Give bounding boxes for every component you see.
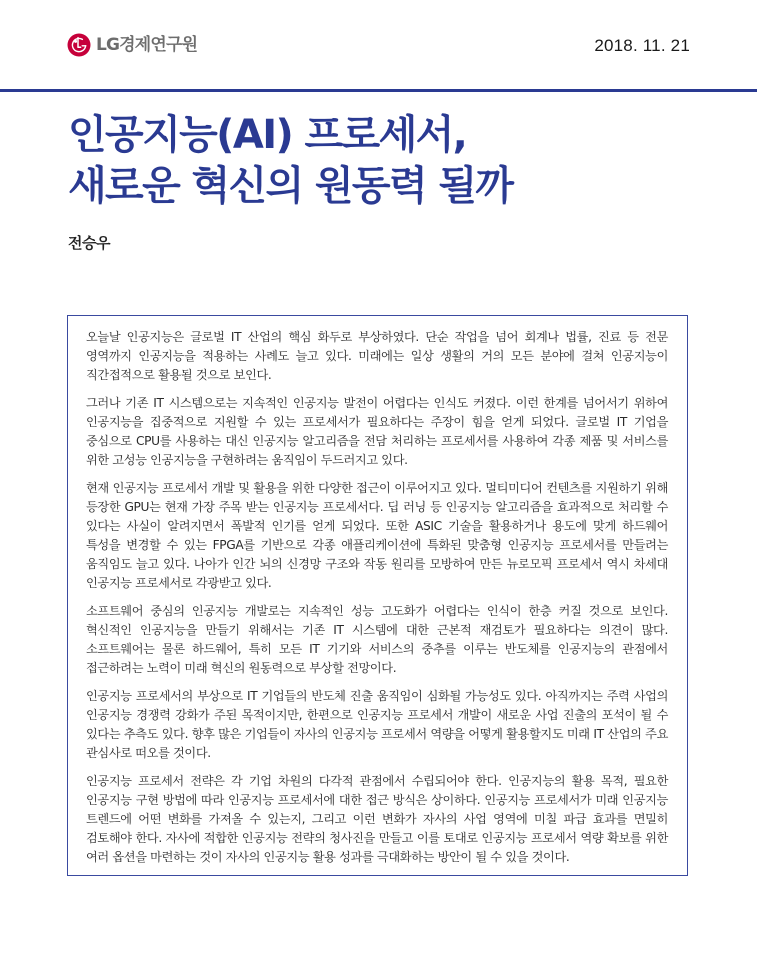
summary-box: [67, 315, 688, 876]
header-divider: [0, 89, 757, 92]
summary-paragraph-6: 인공지능 프로세서 전략은 각 기업 차원의 다각적 관점에서 수립되어야 한다. 인공지능의 활용 목적, 필요한 인공지능 구현 방법에 따라 인공지능 프로세서에 대한 접근 방식은 상이하다. 인공지능 프로세서가 미래 인공지능 트렌드에 어떤 변화를 가져올 수 있는지, 그리고 이런 변화가 자사의 사업 영역에 미칠 파급 효과를 면밀히 검토해야 한다. 자사에 적합한 인공지능 전략의 청사진을 만들고 이를 토대로 인공지능 프로세서 역량 확보를 위한 여러 옵션을 마련하는 것이 자사의 인공지능 활용 성과를 극대화하는 방안이 될 수 있을 것이다.: [86, 774, 668, 864]
report-title: [68, 110, 708, 212]
lg-face-icon: [67, 33, 91, 57]
logo-text: LG경제연구원: [96, 35, 198, 55]
summary-paragraph-3: 현재 인공지능 프로세서 개발 및 활용을 위한 다양한 접근이 이루어지고 있다. 멀티미디어 컨텐츠를 지원하기 위해 등장한 GPU는 현재 가장 주목 받는 인공지능 프로세서다. 딥 러닝 등 인공지능 알고리즘을 효과적으로 처리할 수 있다는 사실이 알려지면서 폭발적 인기를 얻게 되었다. 또한 ASIC 기술을 활용하거나 용도에 맞게 하드웨어 특성을 변경할 수 있는 FPGA를 기반으로 각종 애플리케이션에 특화된 맞춤형 인공지능 프로세서를 만들려는 움직임도 늘고 있다. 나아가 인간 뇌의 신경망 구조와 작동 원리를 모방하여 만든 뉴로모픽 프로세서 역시 차세대 인공지능 프로세서로 각광받고 있다.: [86, 481, 668, 590]
lg-logo[interactable]: [67, 33, 197, 57]
author-name: 전승우: [68, 234, 110, 252]
publication-date: 2018. 11. 21: [594, 36, 690, 55]
summary-paragraph-4: 소프트웨어 중심의 인공지능 개발로는 지속적인 성능 고도화가 어렵다는 인식이 한층 커질 것으로 보인다. 혁신적인 인공지능을 만들기 위해서는 기존 IT 시스템에 대한 근본적 재검토가 필요하다는 의견이 많다. 소프트웨어는 물론 하드웨어, 특히 모든 IT 기기와 서비스의 중추를 이루는 반도체를 인공지능의 관점에서 접근하려는 노력이 미래 혁신의 원동력으로 부상할 전망이다.: [86, 604, 668, 675]
summary-paragraph-2: 그러나 기존 IT 시스템으로는 지속적인 인공지능 발전이 어렵다는 인식도 커졌다. 이런 한계를 넘어서기 위하여 인공지능을 집중적으로 지원할 수 있는 프로세서가 필요하다는 주장이 힘을 얻게 되었다. 글로벌 IT 기업을 중심으로 CPU를 사용하는 대신 인공지능 알고리즘을 전담 처리하는 프로세서를 사용하여 각종 제품 및 서비스를 위한 고성능 인공지능을 구현하려는 움직임이 두드러지고 있다.: [86, 396, 668, 467]
title-line-2: 새로운 혁신의 원동력 될까: [68, 163, 513, 209]
summary-paragraph-1: 오늘날 인공지능은 글로벌 IT 산업의 핵심 화두로 부상하였다. 단순 작업을 넘어 회계나 법률, 진료 등 전문 영역까지 인공지능을 적용하는 사례도 늘고 있다. 미래에는 일상 생활의 거의 모든 분야에 걸쳐 인공지능이 직간접적으로 활용될 것으로 보인다.: [86, 330, 668, 382]
page-header: [0, 0, 757, 92]
title-line-1: 인공지능(AI) 프로세서,: [68, 112, 467, 158]
summary-paragraph-5: 인공지능 프로세서의 부상으로 IT 기업들의 반도체 진출 움직임이 심화될 가능성도 있다. 아직까지는 주력 사업의 인공지능 경쟁력 강화가 주된 목적이지만, 한편으로 인공지능 프로세서 개발이 새로운 사업 진출의 포석이 될 수 있다는 추측도 있다. 향후 많은 기업들이 자사의 인공지능 프로세서 역량을 어떻게 활용할지도 미래 IT 산업의 주요 관심사로 떠오를 것이다.: [86, 689, 668, 760]
